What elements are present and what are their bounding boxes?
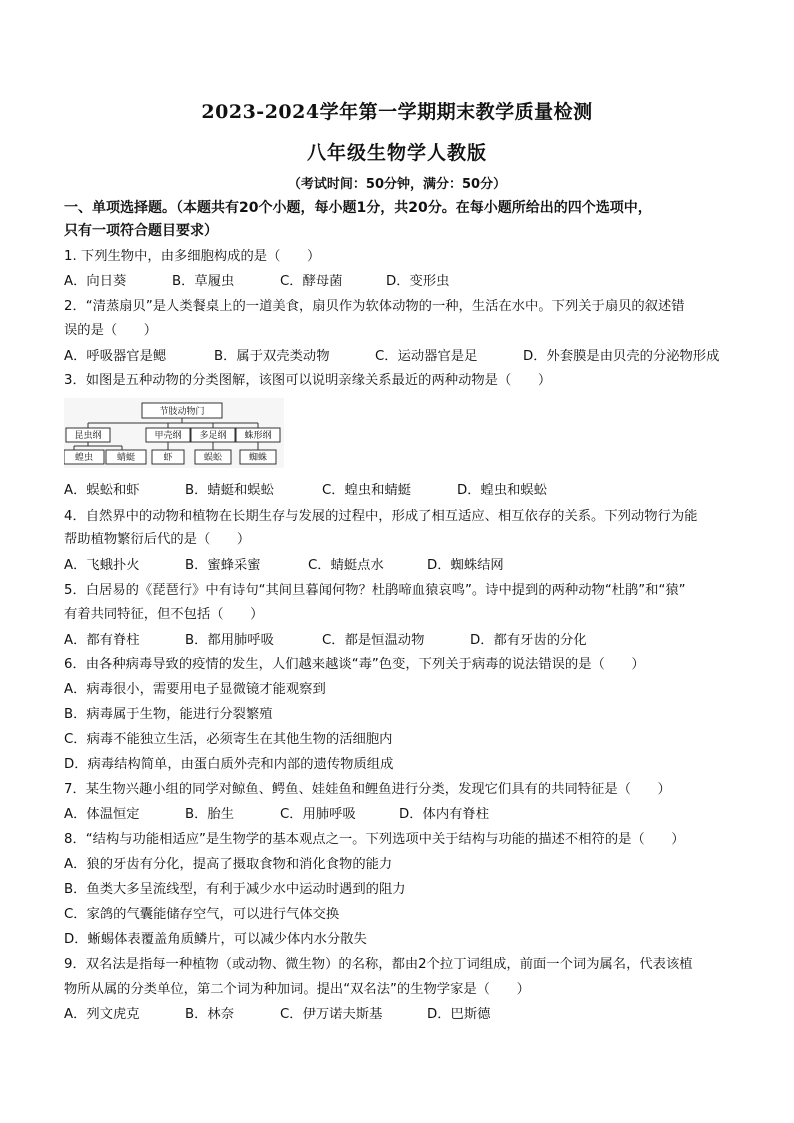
option-c: C．运动器官是足 [375,349,478,364]
question-1-stem: 1. 下列生物中，由多细胞构成的是（ ） [64,249,321,264]
option-c: C．用肺呼吸 [280,807,356,822]
option-d: D．蜘蛛结网 [427,558,504,573]
option-c: C．酵母菌 [280,274,343,289]
question-9-stem-line2: 物所从属的分类单位，第二个词为种加词。提出“双名法”的生物学家是（ ） [64,982,530,997]
question-4-stem-line2: 帮助植物繁衍后代的是（ ） [64,532,251,547]
option-b: B．蜜蜂采蜜 [185,558,261,573]
question-4-stem-line1: 4．自然界中的动物和植物在长期生存与发展的过程中，形成了相互适应、相互依存的关系。下列动物行为能 [64,509,698,524]
option-c: C．伊万诺夫斯基 [280,1007,383,1022]
animal-label: 蜈蚣 [203,453,223,463]
exam-title: 2023-2024学年第一学期期末教学质量检测 [201,101,593,123]
question-7-stem: 7．某生物兴趣小组的同学对鲸鱼、鳄鱼、娃娃鱼和鲤鱼进行分类，发现它们具有的共同特征是（ ） [64,782,671,797]
option-a: A．呼吸器官是鳃 [64,349,167,364]
animal-label: 蜻蜓 [116,453,136,463]
option-c: C．蝗虫和蜻蜓 [322,483,412,498]
option-a: A．蜈蚣和虾 [64,483,140,498]
phylum-label: 节肢动物门 [159,407,205,417]
question-8-option-b: B．鱼类大多呈流线型，有利于减少水中运动时遇到的阻力 [64,882,406,897]
animal-label: 蝗虫 [74,453,94,463]
section-heading-line1: 一、单项选择题。（本题共有20个小题，每小题1分，共20分。在每小题所给出的四个选项中， [64,200,652,216]
classification-diagram [64,398,284,468]
question-6-stem: 6．由各种病毒导致的疫情的发生，人们越来越谈“毒”色变，下列关于病毒的说法错误的是（ ） [64,657,645,672]
option-a: A．飞蛾扑火 [64,558,140,573]
question-6-option-c: C．病毒不能独立生活，必须寄生在其他生物的活细胞内 [64,732,393,747]
class-label: 甲壳纲 [154,431,182,441]
question-6-option-a: A．病毒很小，需要用电子显微镜才能观察到 [64,682,326,697]
animal-label: 虾 [163,453,173,463]
question-8-option-d: D．蜥蜴体表覆盖角质鳞片，可以减少体内水分散失 [64,932,367,947]
option-b: B．草履虫 [172,274,235,289]
option-d: D．蝗虫和蜈蚣 [457,483,548,498]
section-heading-line2: 只有一项符合题目要求） [64,223,218,239]
class-label: 昆虫纲 [74,431,102,441]
option-d: D．体内有脊柱 [399,807,490,822]
class-label: 蛛形纲 [244,431,272,441]
class-label: 多足纲 [199,431,227,441]
option-a: A．列文虎克 [64,1007,140,1022]
option-a: A．体温恒定 [64,807,140,822]
option-d: D．变形虫 [386,274,450,289]
question-6-option-d: D．病毒结构简单，由蛋白质外壳和内部的遗传物质组成 [64,757,394,772]
option-b: B．蜻蜓和蜈蚣 [185,483,274,498]
option-c: C．蜻蜓点水 [308,558,384,573]
question-2-stem-line2: 误的是（ ） [64,323,158,338]
question-5-stem-line2: 有着共同特征，但不包括（ ） [64,607,264,622]
option-d: D．外套膜是由贝壳的分泌物形成 [523,349,720,364]
classification-tree-svg [64,398,284,468]
option-c: C．都是恒温动物 [322,633,425,648]
question-6-option-b: B．病毒属于生物，能进行分裂繁殖 [64,707,273,722]
animal-label: 蜘蛛 [248,453,268,463]
question-9-stem-line1: 9．双名法是指每一种植物（或动物、微生物）的名称，都由2个拉丁词组成，前面一个词为属名，代表该植 [64,957,693,972]
exam-subtitle: 八年级生物学人教版 [306,142,487,164]
option-b: B．都用肺呼吸 [185,633,274,648]
exam-info: （考试时间：50分钟，满分：50分） [287,177,507,192]
option-d: D．巴斯德 [427,1007,491,1022]
question-2-stem-line1: 2．“清蒸扇贝”是人类餐桌上的一道美食，扇贝作为软体动物的一种，生活在水中。下列关于扇贝的叙述错 [64,299,685,314]
option-b: B．胎生 [185,807,235,822]
option-b: B．林奈 [185,1007,235,1022]
option-a: A．都有脊柱 [64,633,140,648]
question-3-stem: 3．如图是五种动物的分类图解，该图可以说明亲缘关系最近的两种动物是（ ） [64,373,552,388]
question-5-stem-line1: 5．白居易的《琵琶行》中有诗句“其间旦暮闻何物？杜鹃啼血猿哀鸣”。诗中提到的两种动物“杜鹃”和“猿” [64,583,686,598]
question-8-option-a: A．狼的牙齿有分化，提高了摄取食物和消化食物的能力 [64,857,393,872]
option-b: B．属于双壳类动物 [214,349,330,364]
option-d: D．都有牙齿的分化 [470,633,587,648]
question-8-option-c: C．家鸽的气囊能储存空气，可以进行气体交换 [64,907,340,922]
option-a: A．向日葵 [64,274,127,289]
question-8-stem: 8．“结构与功能相适应”是生物学的基本观点之一。下列选项中关于结构与功能的描述不相符的是（ ） [64,832,685,847]
